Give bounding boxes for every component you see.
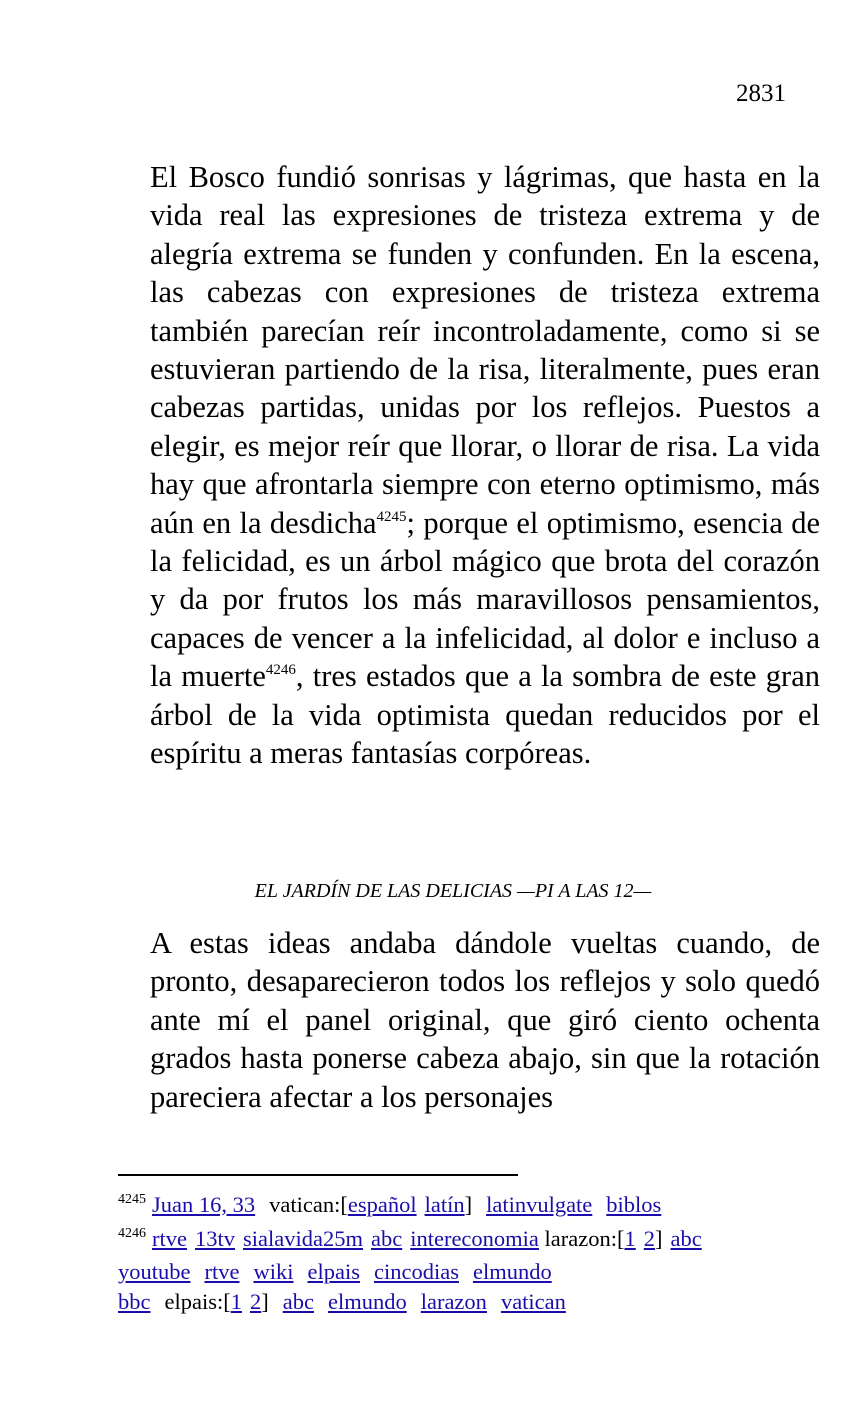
link-abc[interactable]: abc bbox=[370, 1225, 403, 1251]
link-vatican[interactable]: vatican bbox=[500, 1288, 566, 1314]
footnote-4245 bbox=[118, 1190, 788, 1224]
paragraph-2: A estas ideas andaba dándole vueltas cuando, de pronto, desaparecieron todos los reflejos y solo quedó ante mí el panel original, que giró ciento ochenta grados hasta ponerse cabeza abajo, sin que la rotación pareciera afectar a los personajes bbox=[150, 926, 820, 1114]
footnote-4246-line-3 bbox=[118, 1287, 788, 1317]
paragraph-1 bbox=[118, 158, 820, 773]
link-intereconomia[interactable]: intereconomia bbox=[410, 1225, 539, 1251]
footnote-4246-line-2 bbox=[118, 1257, 788, 1287]
paragraph-1-part-1: El Bosco fundió sonrisas y lágrimas, que hasta en la vida real las expresiones de tristeza extrema y de alegría extrema se funden y confunden. En la escena, las cabezas con expresiones de tristeza extrema también parecían reír incontroladamente, como si se estuvieran partiendo de la risa, literalmente, pues eran cabezas partidas, unidas por los reflejos. Puestos a elegir, es mejor reír que llorar, o llorar de risa. La vida hay que afrontarla siempre con eterno optimismo, más aún en la desdicha bbox=[150, 160, 820, 540]
footnotes bbox=[118, 1190, 788, 1316]
footnote-ref-4245[interactable]: 4245 bbox=[376, 508, 407, 525]
link-elpais-2[interactable]: 2 bbox=[249, 1288, 262, 1314]
link-rtve-2[interactable]: rtve bbox=[204, 1259, 240, 1284]
link-espanol[interactable]: español bbox=[347, 1192, 417, 1217]
page-number: 2831 bbox=[736, 80, 786, 107]
link-youtube[interactable]: youtube bbox=[118, 1259, 191, 1284]
paragraph-1-part-2: ; porque el optimismo, esencia de la felicidad, es un árbol mágico que brota del corazón y da por frutos los más maravillosos pensamientos, capaces de vencer a la infelicidad, al dolor e incluso a la muerte bbox=[150, 505, 820, 694]
link-larazon-1[interactable]: 1 bbox=[624, 1225, 636, 1251]
link-bbc[interactable]: bbc bbox=[118, 1288, 151, 1314]
link-elmundo[interactable]: elmundo bbox=[472, 1259, 552, 1284]
link-latin[interactable]: latín bbox=[424, 1192, 465, 1217]
footnote-number: 4245 bbox=[118, 1192, 146, 1207]
elpais-label: elpais:[ bbox=[164, 1288, 231, 1314]
link-elpais-1[interactable]: 1 bbox=[230, 1288, 242, 1314]
larazon-label: larazon:[ bbox=[544, 1225, 625, 1251]
section-heading: EL JARDÍN DE LAS DELICIAS —PI A LAS 12— bbox=[254, 880, 652, 902]
link-elmundo-2[interactable]: elmundo bbox=[327, 1288, 407, 1314]
link-abc-3[interactable]: abc bbox=[282, 1288, 314, 1314]
footnote-4246 bbox=[118, 1224, 788, 1258]
footnote-ref-4246[interactable]: 4246 bbox=[265, 662, 296, 679]
link-sialavida25m[interactable]: sialavida25m bbox=[243, 1225, 363, 1251]
link-abc-2[interactable]: abc bbox=[670, 1225, 702, 1251]
link-13tv[interactable]: 13tv bbox=[194, 1225, 235, 1251]
link-larazon[interactable]: larazon bbox=[420, 1288, 487, 1314]
link-wiki[interactable]: wiki bbox=[253, 1259, 294, 1284]
link-cincodias[interactable]: cincodias bbox=[373, 1259, 459, 1284]
close-bracket: ] bbox=[655, 1225, 663, 1251]
link-latinvulgate[interactable]: latinvulgate bbox=[486, 1192, 593, 1217]
link-elpais[interactable]: elpais bbox=[307, 1259, 360, 1284]
close-bracket: ] bbox=[261, 1288, 269, 1314]
link-rtve[interactable]: rtve bbox=[152, 1225, 187, 1251]
link-biblos[interactable]: biblos bbox=[606, 1192, 662, 1217]
vatican-label: vatican:[ bbox=[269, 1192, 348, 1217]
paragraph-1-part-3: , tres estados que a la sombra de este gran árbol de la vida optimista quedan reducidos por el espíritu a meras fantasías corpóreas. bbox=[150, 659, 820, 771]
footnote-divider bbox=[118, 1174, 518, 1176]
link-larazon-2[interactable]: 2 bbox=[643, 1225, 655, 1251]
close-bracket: ] bbox=[464, 1192, 473, 1217]
footnote-number: 4246 bbox=[118, 1225, 146, 1241]
link-juan[interactable]: Juan 16, 33 bbox=[152, 1192, 256, 1217]
